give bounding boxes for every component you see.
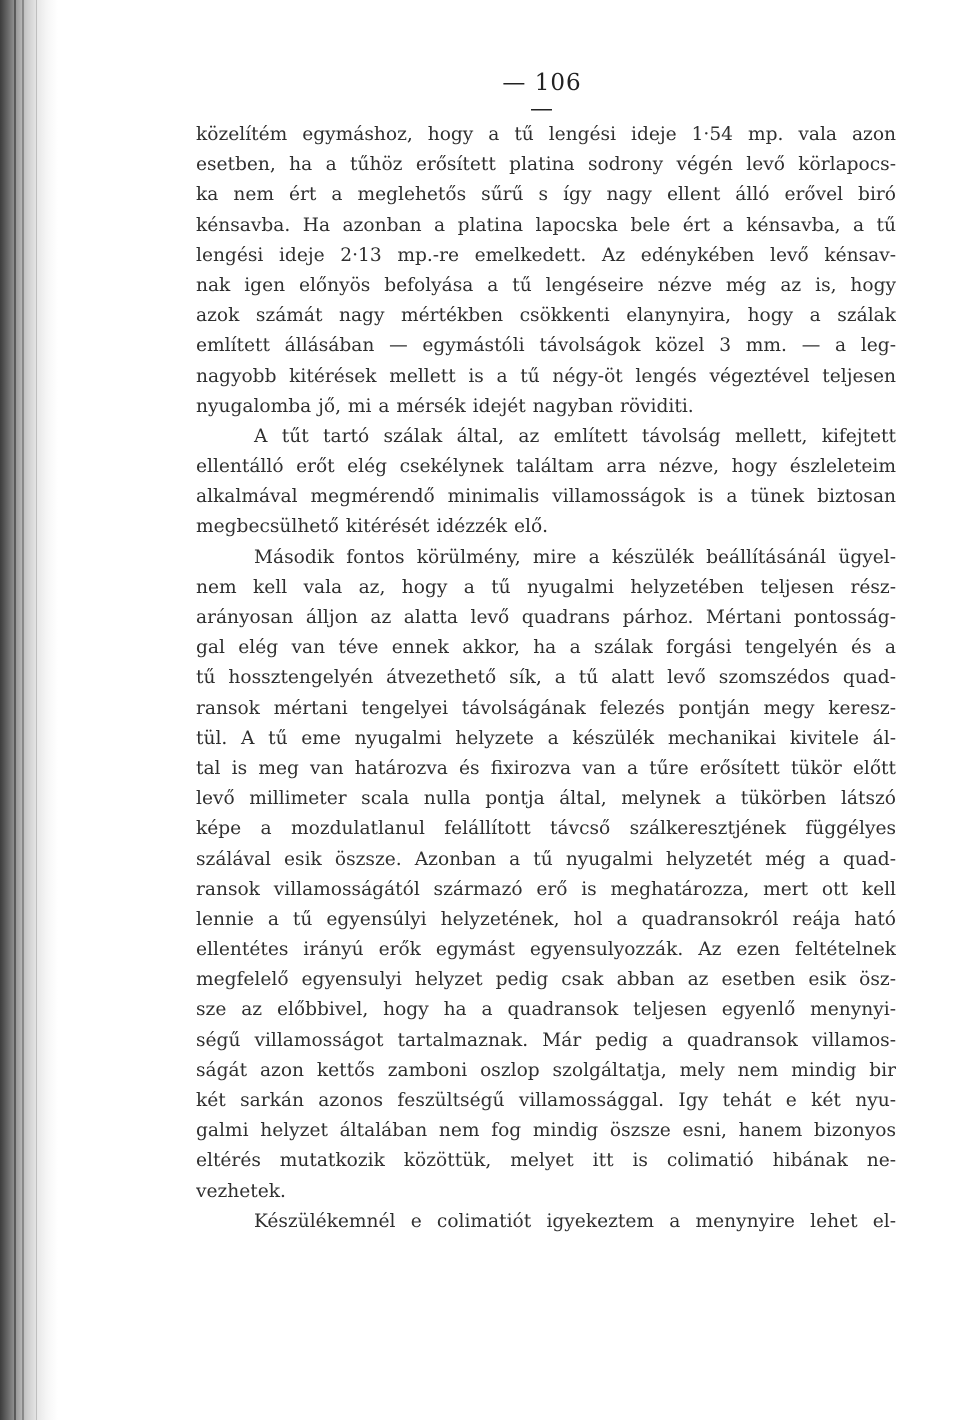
text-line: azok számát nagy mértékben csökkenti elanynyira, hogy a szálak <box>196 305 896 327</box>
text-line: A tűt tartó szálak által, az említett távolság mellett, kifejtett <box>254 425 896 447</box>
text-line: megbecsülhető kitérését idézzék elő. <box>196 516 549 538</box>
text-line: lengési ideje 2·13 mp.-re emelkedett. Az edénykében levő kénsav- <box>196 244 896 266</box>
binding-streak <box>14 0 16 1420</box>
text-line: Második fontos körülmény, mire a készülék beállításánál ügyel- <box>254 546 896 568</box>
text-line: gal elég van téve ennek akkor, ha a szálak forgási tengelyén és a <box>196 637 896 659</box>
text-line: ellentétes irányú erők egymást egyensulyozzák. Az ezen feltételnek <box>196 939 896 961</box>
text-line: két sarkán azonos feszültségű villamossággal. Igy tehát e két nyu- <box>196 1090 896 1111</box>
binding-streak <box>22 0 24 1420</box>
text-line: alkalmával megmérendő minimalis villamosságok is a tünek biztosan <box>196 486 896 508</box>
text-line: tal is meg van határozva és fixirozva van a tűre erősített tükör előtt <box>196 757 896 779</box>
text-line: esetben, ha a tűhöz erősített platina sodrony végén levő körlapocs- <box>196 154 896 176</box>
text-line: levő millimeter scala nulla pontja által, melynek a tükörben látszó <box>196 788 896 810</box>
text-line: ellentálló erőt elég csekélynek találtam arra nézve, hogy észleleteim <box>196 456 896 478</box>
text-line: vezhetek. <box>196 1180 286 1202</box>
text-line: sze az előbbivel, hogy ha a quadransok teljesen egyenlő menynyi- <box>196 999 896 1021</box>
text-line: lennie a tű egyensúlyi helyzetének, hol a quadransokról reája ható <box>196 908 896 930</box>
text-line: nagyobb kitérések mellett is a tű négy-öt lengés végeztével teljesen <box>196 365 896 387</box>
binding-streak <box>36 0 37 1420</box>
text-line: eltérés mutatkozik közöttük, melyet itt is colimatió hibának ne- <box>196 1150 896 1172</box>
text-line: galmi helyzet általában nem fog mindig öszsze esni, hanem bizonyos <box>196 1120 896 1142</box>
text-line: közelítém egymáshoz, hogy a tű lengési ideje 1·54 mp. vala azon <box>196 124 896 145</box>
text-line: nak igen előnyös befolyása a tű lengéseire nézve még az is, hogy <box>196 274 896 296</box>
text-line: említett állásában — egymástóli távolságok közel 3 mm. — a leg- <box>196 335 896 357</box>
text-line: megfelelő egyensulyi helyzet pedig csak abban az esetben esik ösz- <box>196 969 896 991</box>
text-line: szálával esik öszsze. Azonban a tű nyugalmi helyzetét még a quad- <box>196 848 896 870</box>
text-line: ságát azon kettős zamboni oszlop szolgáltatja, mely nem mindig bir <box>196 1059 896 1081</box>
text-line: kénsavba. Ha azonban a platina lapocska bele ért a kénsavba, a tű <box>196 214 896 236</box>
text-line: arányosan álljon az alatta levő quadrans párhoz. Mértani pontosság- <box>196 607 896 628</box>
text-line: ka nem ért a meglehetős sűrű s így nagy ellent álló erővel biró <box>196 184 896 206</box>
text-line: nyugalomba jő, mi a mérsék idejét nagyban röviditi. <box>196 395 694 417</box>
text-line: tű hossztengelyén átvezethető sík, a tű alatt levő szomszédos quad- <box>196 667 896 689</box>
text-line: képe a mozdulatlanul felállított távcső szálkeresztjének függélyes <box>196 818 896 840</box>
text-line: ransok villamosságától származó erő is meghatározza, mert ott kell <box>196 878 896 900</box>
text-line: ransok mértani tengelyei távolságának felezés pontján megy keresz- <box>196 697 896 719</box>
page-binding-shadow <box>0 0 58 1420</box>
text-line: ségű villamosságot tartalmaznak. Már pedig a quadransok villamos- <box>196 1029 896 1051</box>
page-number: — 106 — <box>502 70 582 122</box>
text-line: tül. A tű eme nyugalmi helyzete a készülék mechanikai kivitele ál- <box>196 727 896 749</box>
body-text <box>196 120 896 1237</box>
text-line: Készülékemnél e colimatiót igyekeztem a menynyire lehet el- <box>254 1210 896 1232</box>
text-line: nem kell vala az, hogy a tű nyugalmi helyzetében teljesen rész- <box>196 576 896 598</box>
